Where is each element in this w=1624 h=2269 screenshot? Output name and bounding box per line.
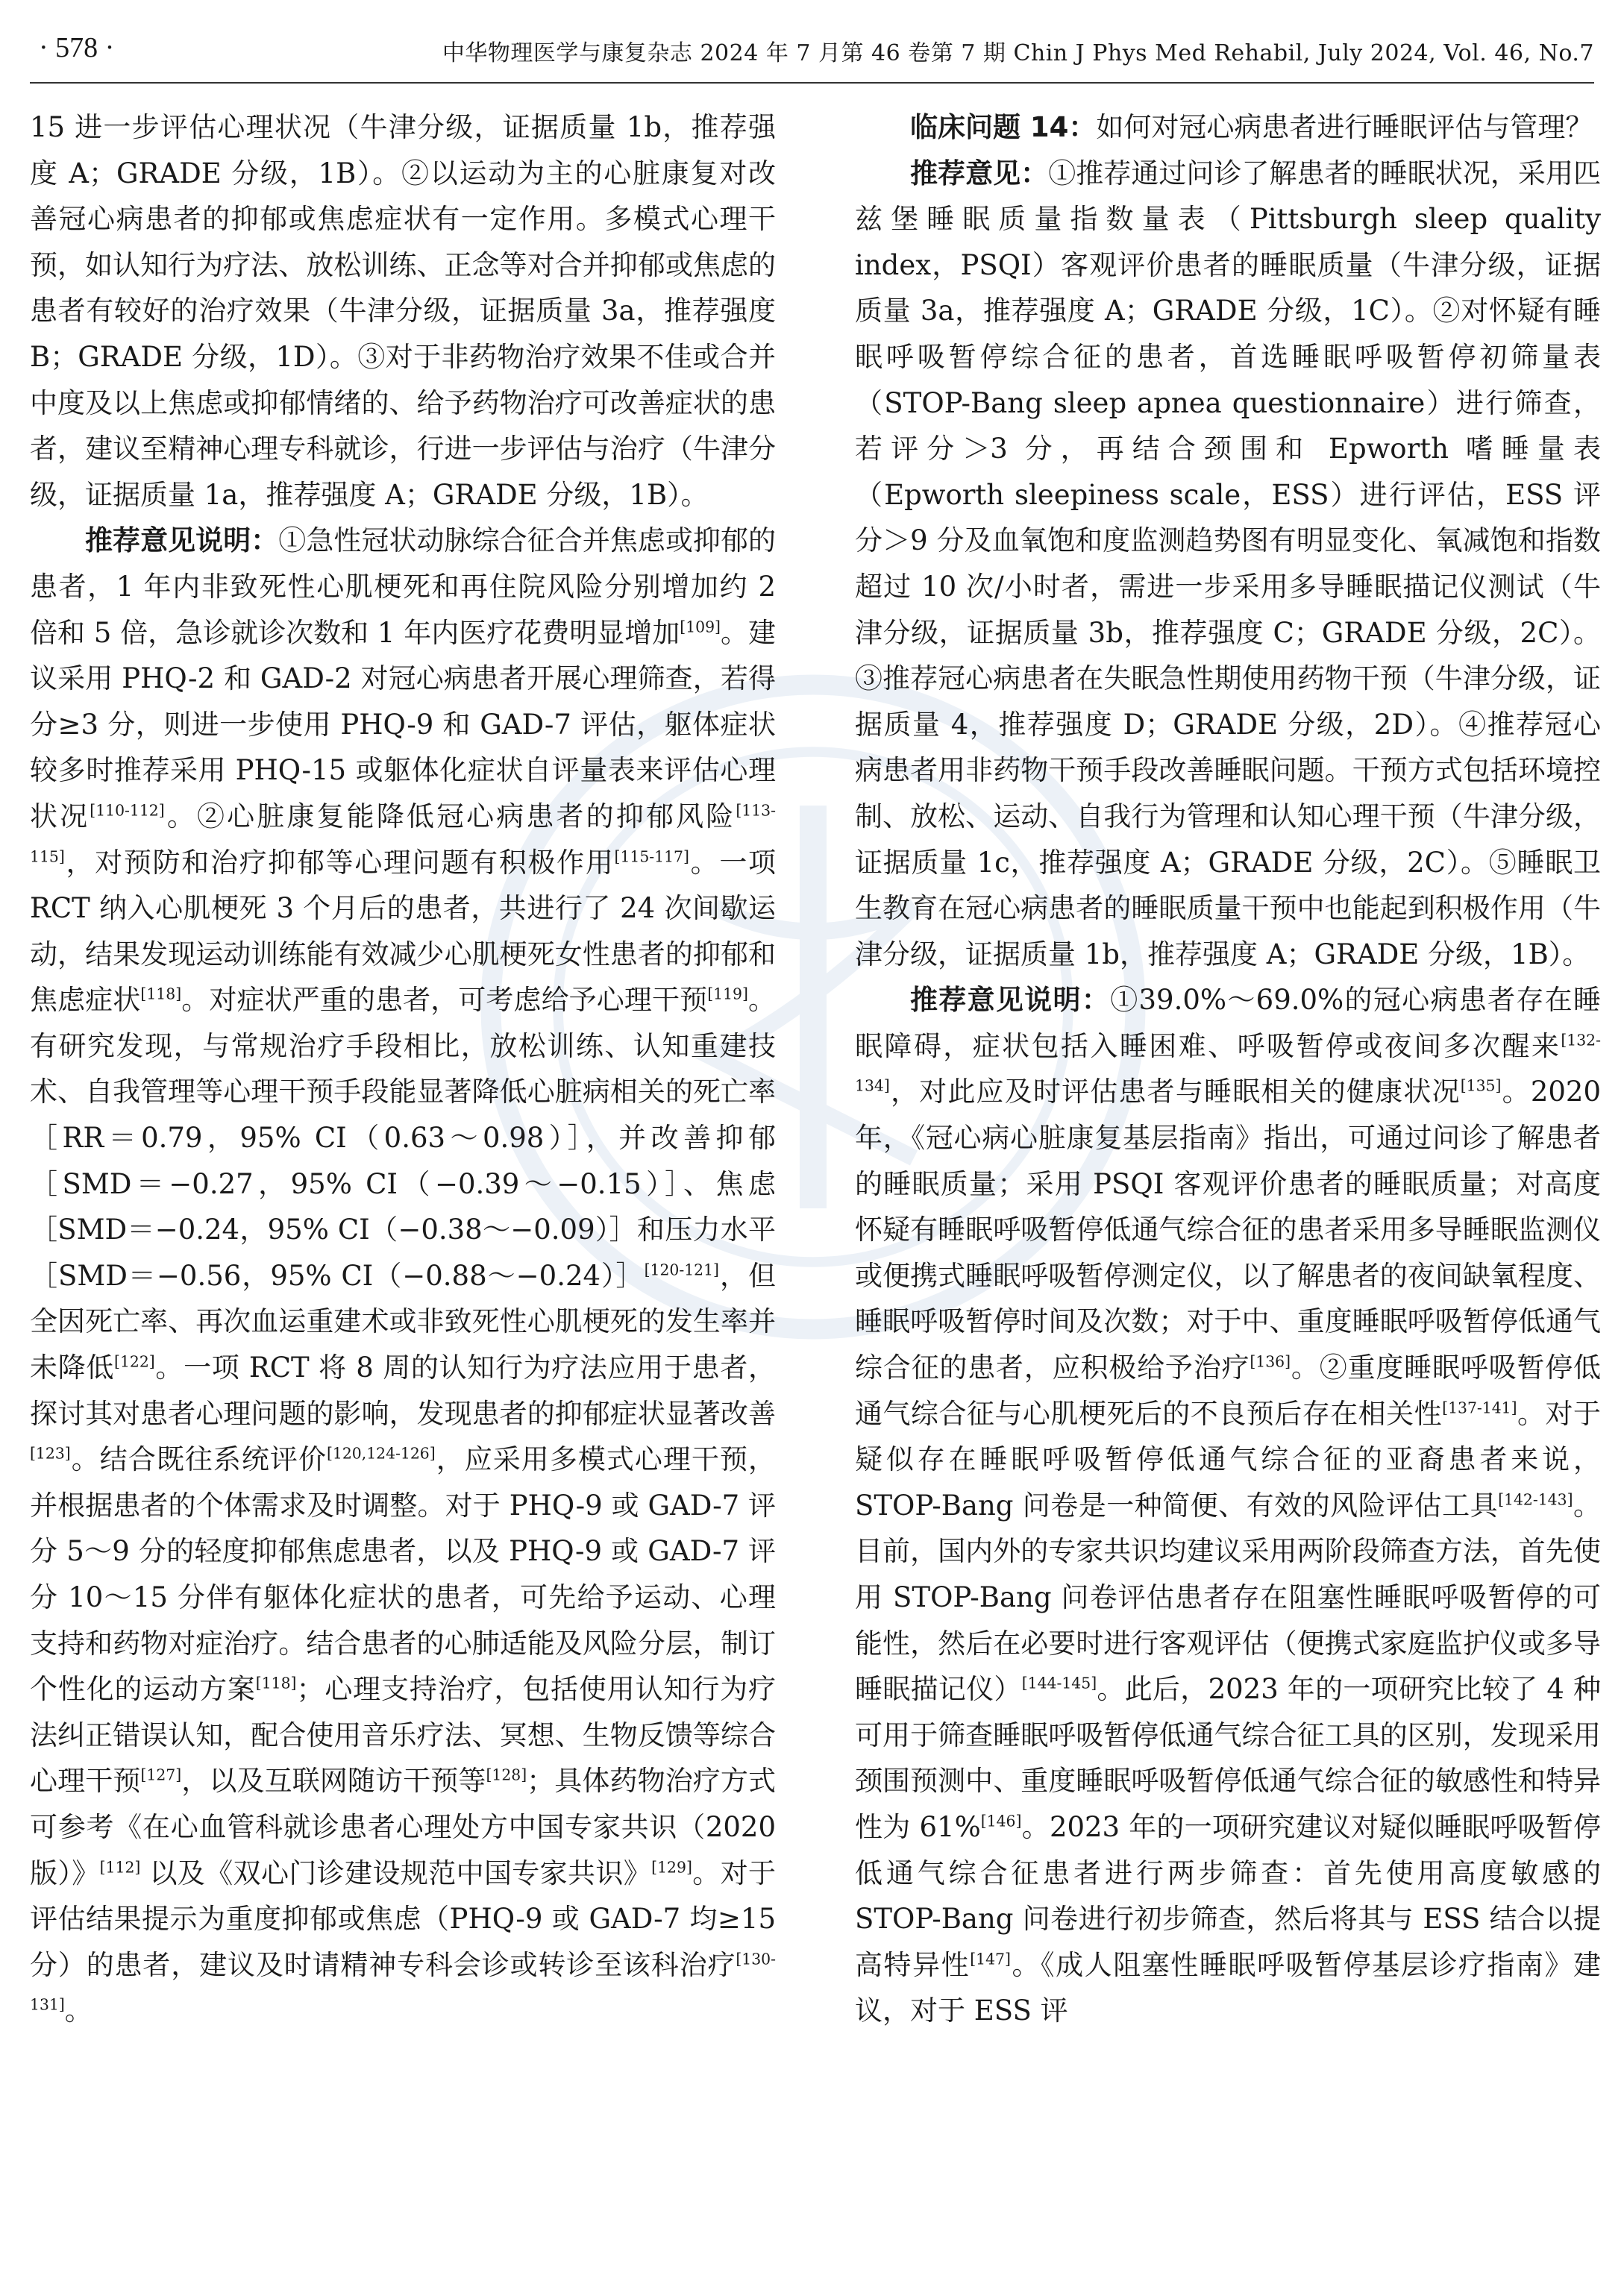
paragraph-continued: 15 进一步评估心理状况（牛津分级，证据质量 1b，推荐强度 A；GRADE 分级，1B）。②以运动为主的心脏康复对改善冠心病患者的抑郁或焦虑症状有一定作用。多模式心理干预，如认知行为疗法、放松训练、正念等对合并抑郁或焦虑的患者有较好的治疗效果（牛津分级，证据质量 3a，推荐强度 B；GRADE 分级，1D）。③对于非药物治疗效果不佳或合并中度及以上焦虑或抑郁情绪的、给予药物治疗可改善症状的患者，建议至精神心理专科就诊，行进一步评估与治疗（牛津分级，证据质量 1a，推荐强度 A；GRADE 分级，1B）。 (30, 111, 776, 511)
citation: [127] (140, 1766, 182, 1785)
explanation-heading: 推荐意见说明： (85, 524, 279, 557)
citation: [129] (651, 1858, 692, 1877)
citation: [146] (980, 1812, 1022, 1830)
citation: [109] (680, 618, 721, 636)
right-column (855, 104, 1601, 2034)
page-header (30, 22, 1594, 84)
citation: [118] (140, 985, 182, 1003)
paragraph-explanation: 推荐意见说明：①39.0%～69.0%的冠心病患者存在睡眠障碍，症状包括入睡困难、呼吸暂停或夜间多次醒来[132-134]，对此应及时评估患者与睡眠相关的健康状况[135]。2020 年，《冠心病心脏康复基层指南》指出，可通过问诊了解患者的睡眠质量；采用 PSQI 客观评价患者的睡眠质量；对高度怀疑有睡眠呼吸暂停低通气综合征的患者采用多导睡眠监测仪或便携式睡眠呼吸暂停测定仪，以了解患者的夜间缺氧程度、睡眠呼吸暂停时间及次数；对于中、重度睡眠呼吸暂停低通气综合征的患者，应积极给予治疗[136]。②重度睡眠呼吸暂停低通气综合征与心肌梗死后的不良预后存在相关性[137-141]。对于疑似存在睡眠呼吸暂停低通气综合征的亚裔患者来说，STOP-Bang 问卷是一种简便、有效的风险评估工具[142-143]。目前，国内外的专家共识均建议采用两阶段筛查方法，首先使用 STOP-Bang 问卷评估患者存在阻塞性睡眠呼吸暂停的可能性，然后在必要时进行客观评估（便携式家庭监护仪或多导睡眠描记仪）[144-145]。此后，2023 年的一项研究比较了 4 种可用于筛查睡眠呼吸暂停低通气综合征工具的区别，发现采用颈围预测中、重度睡眠呼吸暂停低通气综合征的敏感性和特异性为 61%[146]。2023 年的一项研究建议对疑似睡眠呼吸暂停低通气综合征患者进行两步筛查：首先使用高度敏感的 STOP-Bang 问卷进行初步筛查，然后将其与 ESS 结合以提高特异性[147]。《成人阻塞性睡眠呼吸暂停基层诊疗指南》建议，对于 ESS 评 (855, 984, 1602, 2027)
citation: [147] (970, 1950, 1011, 1968)
citation: [135] (1460, 1077, 1502, 1096)
clinical-question-heading: 临床问题 14： (910, 111, 1097, 143)
recommendation-heading: 推荐意见： (910, 157, 1049, 189)
citation: [136] (1250, 1352, 1291, 1371)
clinical-question: 临床问题 14：如何对冠心病患者进行睡眠评估与管理？ (910, 111, 1593, 143)
citation: [122] (114, 1352, 155, 1371)
paragraph-explanation: 推荐意见说明：①急性冠状动脉综合征合并焦虑或抑郁的患者，1 年内非致死性心肌梗死和再住院风险分别增加约 2 倍和 5 倍，急诊就诊次数和 1 年内医疗花费明显增加[109]。建议采用 PHQ-2 和 GAD-2 对冠心病患者开展心理筛查，若得分≥3 分，则进一步使用 PHQ-9 和 GAD-7 评估，躯体症状较多时推荐采用 PHQ-15 或躯体化症状自评量表来评估心理状况[110-112]。②心脏康复能降低冠心病患者的抑郁风险[113-115]，对预防和治疗抑郁等心理问题有积极作用[115-117]。一项 RCT 纳入心肌梗死 3 个月后的患者，共进行了 24 次间歇运动，结果发现运动训练能有效减少心肌梗死女性患者的抑郁和焦虑症状[118]。对症状严重的患者，可考虑给予心理干预[119]。有研究发现，与常规治疗手段相比，放松训练、认知重建技术、自我管理等心理干预手段能显著降低心脏病相关的死亡率［RR＝0.79，95% CI（0.63～0.98）］，并改善抑郁［SMD＝−0.27，95% CI（−0.39～−0.15）］、焦虑［SMD＝−0.24，95% CI（−0.38～−0.09）］和压力水平［SMD＝−0.56，95% CI（−0.88～−0.24）］[120-121]，但全因死亡率、再次血运重建术或非致死性心肌梗死的发生率并未降低[122]。一项 RCT 将 8 周的认知行为疗法应用于患者，探讨其对患者心理问题的影响，发现患者的抑郁症状显著改善[123]。结合既往系统评价[120,124-126]，应采用多模式心理干预，并根据患者的个体需求及时调整。对于 PHQ-9 或 GAD-7 评分 5～9 分的轻度抑郁焦虑患者，以及 PHQ-9 或 GAD-7 评分 10～15 分伴有躯体化症状的患者，可先给予运动、心理支持和药物对症治疗。结合患者的心肺适能及风险分层，制订个性化的运动方案[118]；心理支持治疗，包括使用认知行为疗法纠正错误认知，配合使用音乐疗法、冥想、生物反馈等综合心理干预[127]，以及互联网随访干预等[128]；具体药物治疗方式可参考《在心血管科就诊患者心理处方中国专家共识（2020 版）》[112] 以及《双心门诊建设规范中国专家共识》[129]。对于评估结果提示为重度抑郁或焦虑（PHQ-9 或 GAD-7 均≥15 分）的患者，建议及时请精神专科会诊或转诊至该科治疗[130-131]。 (30, 524, 777, 2027)
journal-running-head: 中华物理医学与康复杂志 2024 年 7 月第 46 卷第 7 期 Chin J Phys Med Rehabil, July 2024, Vol. 46, No.7 (442, 40, 1594, 66)
citation: [144-145] (1021, 1674, 1097, 1692)
citation: [120-121] (644, 1261, 719, 1279)
citation: [110-112] (90, 801, 165, 820)
citation: [142-143] (1498, 1490, 1573, 1509)
citation: [130-131] (30, 1950, 776, 2015)
citation: [113-115] (30, 801, 776, 866)
citation: [120,124-126] (326, 1444, 436, 1463)
citation: [132-134] (855, 1031, 1601, 1096)
citation: [128] (486, 1766, 527, 1785)
page-number: · 578 · (39, 32, 115, 63)
citation: [119] (707, 985, 748, 1003)
citation: [118] (255, 1674, 297, 1692)
citation: [112] (99, 1858, 141, 1877)
citation: [137-141] (1442, 1399, 1517, 1417)
citation: [123] (30, 1444, 71, 1463)
citation: [115-117] (614, 847, 689, 866)
explanation-heading: 推荐意见说明： (910, 984, 1111, 1017)
recommendation: 推荐意见：①推荐通过问诊了解患者的睡眠状况，采用匹兹堡睡眠质量指数量表（Pittsburgh sleep quality index，PSQI）客观评价患者的睡眠质量（牛津分级，证据质量 3a，推荐强度 A；GRADE 分级，1C）。②对怀疑有睡眠呼吸暂停综合征的患者，首选睡眠呼吸暂停初筛量表（STOP-Bang sleep apnea questionnaire）进行筛查，若评分＞3 分，再结合颈围和 Epworth 嗜睡量表（Epworth sleepiness scale，ESS）进行评估，ESS 评分＞9 分及血氧饱和度监测趋势图有明显变化、氧减饱和指数超过 10 次/小时者，需进一步采用多导睡眠描记仪测试（牛津分级，证据质量 3b，推荐强度 C；GRADE 分级，2C）。③推荐冠心病患者在失眠急性期使用药物干预（牛津分级，证据质量 4，推荐强度 D；GRADE 分级，2D）。④推荐冠心病患者用非药物干预手段改善睡眠问题。干预方式包括环境控制、放松、运动、自我行为管理和认知心理干预（牛津分级，证据质量 1c，推荐强度 A；GRADE 分级，2C）。⑤睡眠卫生教育在冠心病患者的睡眠质量干预中也能起到积极作用（牛津分级，证据质量 1b，推荐强度 A；GRADE 分级，1B）。 (855, 157, 1602, 970)
left-column (30, 104, 776, 2034)
